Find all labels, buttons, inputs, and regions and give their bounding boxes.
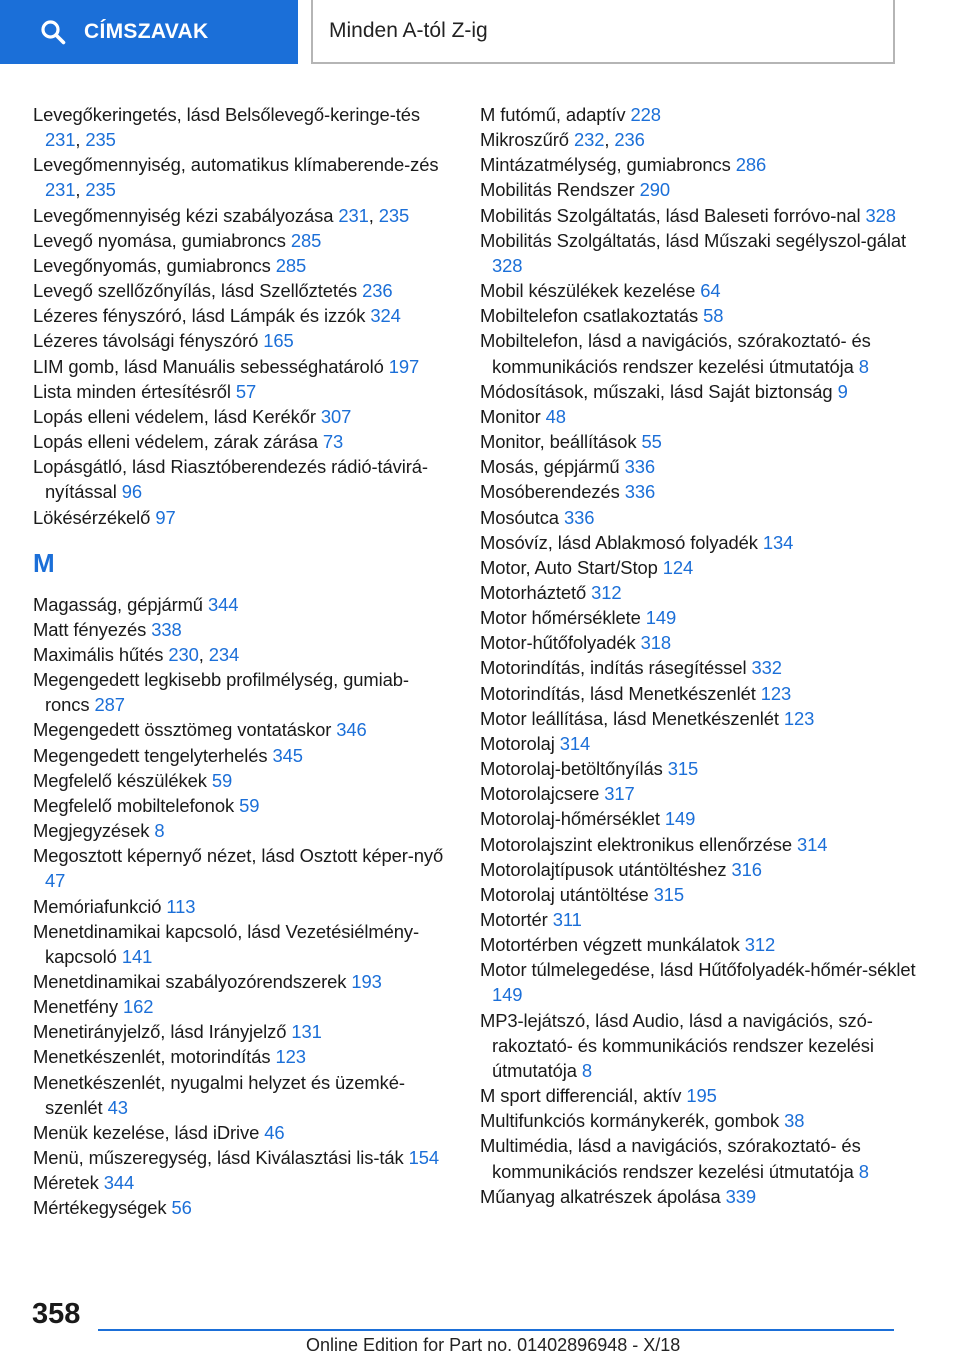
index-entry-text: Motor-hűtőfolyadék — [480, 632, 636, 654]
page-link[interactable]: 58 — [703, 305, 724, 327]
index-entry — [33, 1120, 453, 1145]
page-link[interactable]: 162 — [123, 996, 154, 1018]
page-link[interactable]: 336 — [624, 481, 656, 503]
page-link[interactable]: 236 — [614, 129, 645, 151]
index-entry-text: Levegőnyomás, gumiabroncs — [33, 254, 271, 276]
index-entry-text: Menü, műszeregység, lásd Kiválasztási lis-ták — [33, 1147, 404, 1169]
page-link[interactable]: 149 — [664, 808, 696, 830]
page-link[interactable]: 315 — [653, 883, 685, 905]
index-entry-text: Levegőmennyiség, automatikus klímaberende-zés — [33, 154, 439, 176]
index-entry-text: Megengedett össztömeg vontatáskor — [33, 719, 332, 741]
page-link[interactable]: 230 — [168, 643, 199, 665]
index-entry — [33, 592, 453, 617]
tab-keywords-label: CÍMSZAVAK — [84, 20, 209, 43]
index-entry-text: MP3-lejátszó, lásd Audio, lásd a navigációs, szó-rakoztató- és kommunikációs rendszer kezelési útmutatója — [480, 1009, 874, 1081]
page-link[interactable]: 96 — [121, 481, 142, 503]
index-entry-text: Motorháztető — [480, 581, 587, 603]
page-link[interactable]: 235 — [85, 179, 116, 201]
index-entry — [33, 994, 453, 1019]
index-entry-text: Mikroszűrő — [480, 129, 569, 151]
index-entry-text: Menetdinamikai szabályozórendszerek — [33, 971, 347, 992]
index-entry-text: Lézeres fényszóró, lásd Lámpák és izzók — [33, 305, 366, 327]
index-entry — [33, 743, 453, 768]
page-number: 358 — [32, 1298, 81, 1330]
index-entry — [33, 253, 453, 278]
footer-divider — [98, 1329, 894, 1331]
index-entry-text: Levegő szellőzőnyílás, lásd Szellőztetés — [33, 280, 358, 302]
index-entry — [480, 1083, 920, 1108]
index-entry — [480, 681, 920, 706]
section-letter: M — [33, 547, 55, 578]
index-entry-text: Matt fényezés — [33, 618, 147, 640]
index-entry — [480, 706, 920, 731]
index-entry — [480, 806, 920, 831]
page-link[interactable]: 9 — [837, 380, 848, 402]
page-link[interactable]: 113 — [166, 895, 196, 917]
index-entry — [33, 404, 453, 429]
index-entry-text: Motorindítás, indítás rásegítéssel — [480, 657, 747, 679]
index-entry-text: Levegőmennyiség kézi szabályozása — [33, 204, 334, 226]
page-link[interactable]: 336 — [563, 506, 595, 528]
page-link[interactable]: 344 — [207, 593, 239, 615]
index-entry-text: Motor leállítása, lásd Menetkészenlét — [480, 707, 779, 729]
index-entry — [480, 203, 920, 228]
page-link[interactable]: 124 — [662, 556, 694, 578]
index-entry — [480, 530, 920, 555]
page-link[interactable]: 197 — [388, 355, 420, 377]
index-entry-text: Megengedett legkisebb profilmélység, gumiab-roncs — [33, 669, 409, 716]
page-link[interactable]: 193 — [351, 971, 382, 992]
index-entry — [33, 1170, 453, 1195]
index-entry-text: Mobiltelefon, lásd a navigációs, szórakoztató- és kommunikációs rendszer kezelési útmutatója — [480, 330, 871, 377]
index-entry — [480, 756, 920, 781]
index-entry-text: Menetirányjelző, lásd Irányjelző — [33, 1021, 287, 1043]
page-link[interactable]: 285 — [290, 229, 322, 251]
page-link[interactable]: 311 — [552, 909, 582, 930]
index-entry-text: Motorolajszint elektronikus ellenőrzése — [480, 833, 792, 855]
index-entry — [480, 278, 920, 303]
index-entry — [33, 793, 453, 818]
page-link[interactable]: 328 — [865, 204, 896, 226]
index-entry — [480, 328, 920, 378]
page-link[interactable]: 231 — [45, 129, 76, 151]
index-entry-text: Mobilitás Szolgáltatás, lásd Baleseti forróvo-nal — [480, 204, 861, 226]
page-link[interactable]: 316 — [731, 858, 762, 880]
index-entry — [33, 278, 453, 303]
index-entry — [480, 781, 920, 806]
page-link[interactable]: 73 — [322, 431, 344, 453]
page-link[interactable]: 346 — [336, 719, 367, 741]
page-link[interactable]: 290 — [639, 179, 670, 201]
index-entry — [33, 354, 453, 379]
index-entry-text: Megosztott képernyő nézet, lásd Osztott képer-nyő — [33, 845, 444, 867]
page-link[interactable]: 317 — [604, 783, 635, 805]
index-entry-text: Mobil készülékek kezelése — [480, 280, 696, 302]
index-entry-text: Menetkészenlét, motorindítás — [33, 1046, 271, 1068]
index-list-l — [33, 102, 453, 530]
page-link[interactable]: 48 — [545, 405, 566, 427]
page-link[interactable]: 195 — [686, 1085, 717, 1107]
page-link[interactable]: 59 — [239, 794, 260, 816]
index-entry-text: Monitor — [480, 405, 541, 427]
index-entry-text: LIM gomb, lásd Manuális sebességhatároló — [33, 355, 384, 377]
index-entry-text: Motorolaj — [480, 732, 555, 754]
index-entry — [33, 429, 453, 454]
index-entry — [480, 907, 920, 932]
index-entry — [480, 555, 920, 580]
page-link[interactable]: 8 — [154, 820, 165, 842]
index-entry-text: Motorolajcsere — [480, 783, 600, 805]
tab-a-to-z-label: Minden A-tól Z-ig — [329, 19, 488, 42]
index-entry-text: Motorolaj-betöltőnyílás — [480, 758, 663, 780]
index-entry-text: Levegő nyomása, gumiabroncs — [33, 229, 286, 251]
page-link[interactable]: 318 — [640, 632, 672, 654]
index-entry — [33, 969, 453, 994]
index-entry — [480, 429, 920, 454]
index-entry: Levegőkeringetés, lásd Belsőlevegő-keringe-tés 231, 235 — [33, 104, 420, 151]
page-link[interactable]: 228 — [630, 104, 661, 125]
page-link[interactable]: 231 — [45, 179, 76, 201]
page-link[interactable]: 324 — [370, 305, 401, 327]
index-entry-text: Motor hőmérséklete — [480, 607, 641, 629]
index-entry-text: Motortérben végzett munkálatok — [480, 934, 740, 956]
index-entry-text: Monitor, beállítások — [480, 431, 637, 453]
index-entry-text: Lista minden értesítésről — [33, 380, 231, 402]
index-entry — [33, 1044, 453, 1069]
index-entry — [480, 1108, 920, 1133]
index-entry — [480, 479, 920, 504]
page-link[interactable]: 314 — [796, 833, 828, 855]
page-link[interactable]: 46 — [264, 1121, 285, 1143]
index-entry — [480, 580, 920, 605]
index-entry-text: Menetkészenlét, nyugalmi helyzet és üzemké-szenlét — [33, 1071, 405, 1118]
index-entry — [480, 630, 920, 655]
page-link[interactable]: 97 — [155, 506, 176, 528]
page-link[interactable]: 64 — [700, 280, 721, 302]
index-entry-text: Mintázatmélység, gumiabroncs — [480, 154, 731, 176]
index-entry — [33, 1145, 453, 1170]
index-entry — [33, 303, 453, 328]
page-link[interactable]: 8 — [858, 1160, 869, 1182]
page-link[interactable]: 312 — [591, 581, 622, 603]
tab-a-to-z[interactable] — [311, 0, 895, 64]
page-link[interactable]: 57 — [235, 380, 257, 402]
index-entry-text: Mosóutca — [480, 506, 559, 528]
page-link[interactable]: 328 — [492, 254, 523, 276]
index-entry — [480, 1133, 920, 1183]
index-entry — [480, 1008, 920, 1083]
page-link[interactable]: 154 — [408, 1147, 440, 1169]
index-column-right — [480, 102, 920, 1209]
page-link[interactable]: 8 — [581, 1059, 593, 1081]
index-entry: Maximális hűtés 230, 234 — [33, 643, 240, 665]
index-entry-text: Levegőkeringetés, lásd Belsőlevegő-keringe-tés — [33, 104, 420, 125]
index-entry-text: Lézeres távolsági fényszóró — [33, 330, 259, 352]
page-link[interactable]: 286 — [735, 154, 767, 176]
page-link[interactable]: 55 — [641, 431, 662, 453]
index-entry-text: Maximális hűtés — [33, 643, 164, 665]
index-entry-text: Megfelelő készülékek — [33, 769, 207, 791]
index-entry-text: Motorolaj-hőmérséklet — [480, 808, 660, 830]
page-link[interactable]: 149 — [492, 984, 523, 1006]
index-entry-text: Lopásgátló, lásd Riasztóberendezés rádió-távirá-nyítással — [33, 456, 428, 503]
index-entry-text: Motor túlmelegedése, lásd Hűtőfolyadék-hőmér-séklet — [480, 959, 916, 981]
page-link[interactable]: 38 — [784, 1110, 805, 1132]
index-entry-text: M sport differenciál, aktív — [480, 1085, 682, 1107]
page-link[interactable]: 336 — [624, 456, 655, 478]
index-entry — [33, 379, 453, 404]
index-entry-text: Mosás, gépjármű — [480, 456, 620, 478]
index-entry — [480, 505, 920, 530]
index-column-left — [33, 102, 453, 1221]
index-entry — [33, 505, 453, 530]
index-entry — [480, 731, 920, 756]
index-entry — [33, 667, 453, 717]
index-entry — [480, 454, 920, 479]
index-entry-text: Magasság, gépjármű — [33, 593, 203, 615]
page-link[interactable]: 56 — [171, 1197, 192, 1219]
page-link[interactable]: 312 — [744, 934, 776, 956]
index-list-m-left — [33, 592, 453, 1221]
index-entry-text: Mosóvíz, lásd Ablakmosó folyadék — [480, 531, 758, 553]
index-entry — [480, 857, 920, 882]
page-link[interactable]: 307 — [320, 405, 352, 427]
index-entry — [480, 932, 920, 957]
page-link[interactable]: 123 — [275, 1046, 306, 1068]
index-entry-text: Mosóberendezés — [480, 481, 620, 503]
index-entry — [480, 655, 920, 680]
page-link[interactable]: 236 — [362, 280, 393, 302]
index-entry — [33, 1195, 453, 1220]
index-entry: Mikroszűrő 232, 236 — [480, 129, 645, 151]
index-entry — [33, 454, 453, 504]
index-entry-text: Menetdinamikai kapcsoló, lásd Vezetésiélmény-kapcsoló — [33, 920, 419, 967]
index-entry — [480, 404, 920, 429]
index-entry — [33, 894, 453, 919]
search-icon — [40, 19, 66, 45]
index-entry-text: Méretek — [33, 1172, 99, 1194]
page-link[interactable]: 332 — [751, 657, 782, 679]
page-link[interactable]: 149 — [645, 607, 677, 629]
page-link[interactable]: 345 — [272, 744, 303, 766]
index-entry-text: Motortér — [480, 909, 548, 930]
index-list-m-right — [480, 102, 920, 1209]
index-entry — [33, 1070, 453, 1120]
index-entry-text: Megjegyzések — [33, 820, 150, 842]
page-link[interactable]: 315 — [667, 758, 699, 780]
index-entry-text: Mobiltelefon csatlakoztatás — [480, 305, 699, 327]
index-entry — [33, 328, 453, 353]
index-entry — [480, 303, 920, 328]
index-entry-text: Megfelelő mobiltelefonok — [33, 794, 235, 816]
page-link[interactable]: 287 — [94, 694, 125, 716]
index-entry-text: Lopás elleni védelem, lásd Kerékőr — [33, 405, 316, 427]
index-entry-text: Multimédia, lásd a navigációs, szórakoztató- és kommunikációs rendszer kezelési útmutatója — [480, 1135, 861, 1182]
page-link[interactable]: 165 — [263, 330, 294, 352]
index-entry-text: Mobilitás Szolgáltatás, lásd Műszaki segélyszol-gálat — [480, 229, 907, 251]
index-entry — [33, 617, 453, 642]
index-entry — [33, 1019, 453, 1044]
index-entry — [33, 843, 453, 893]
index-entry — [480, 228, 920, 278]
index-entry-text: Menetfény — [33, 996, 118, 1018]
page-link[interactable]: 123 — [783, 707, 815, 729]
index-entry — [480, 882, 920, 907]
index-entry — [480, 102, 920, 127]
page-link[interactable]: 123 — [760, 682, 792, 704]
page-link[interactable]: 285 — [275, 254, 307, 276]
page-link[interactable]: 43 — [107, 1096, 128, 1118]
index-entry — [480, 957, 920, 1007]
index-entry-text: Menük kezelése, lásd iDrive — [33, 1121, 260, 1143]
index-entry-text: Mobilitás Rendszer — [480, 179, 635, 201]
index-entry — [33, 919, 453, 969]
page-link[interactable]: 314 — [559, 732, 591, 754]
index-entry-text: Motor, Auto Start/Stop — [480, 556, 658, 578]
footer-edition: Online Edition for Part no. 01402896948 - X/18 — [306, 1335, 681, 1355]
index-entry-text: Motorolajtípusok utántöltéshez — [480, 858, 727, 880]
index-entry-text: M futómű, adaptív — [480, 104, 626, 125]
index-entry-text: Multifunkciós kormánykerék, gombok — [480, 1110, 780, 1132]
page-link[interactable]: 339 — [725, 1185, 757, 1207]
index-entry: Levegőmennyiség kézi szabályozása 231, 235 — [33, 204, 410, 226]
index-entry — [33, 818, 453, 843]
index-entry — [33, 717, 453, 742]
page-link[interactable]: 338 — [151, 618, 182, 640]
index-entry: Levegőmennyiség, automatikus klímaberende-zés 231, 235 — [33, 154, 439, 201]
index-entry-text: Módosítások, műszaki, lásd Saját biztonság — [480, 380, 833, 402]
page-link[interactable]: 59 — [211, 769, 233, 791]
index-entry-text: Lökésérzékelő — [33, 506, 151, 528]
index-entry-text: Megengedett tengelyterhelés — [33, 744, 268, 766]
page-link[interactable]: 47 — [45, 870, 66, 892]
index-entry-text: Műanyag alkatrészek ápolása — [480, 1185, 721, 1207]
index-entry-text: Motorolaj utántöltése — [480, 883, 649, 905]
index-entry — [480, 1184, 920, 1209]
page-link[interactable]: 234 — [208, 643, 240, 665]
tab-keywords[interactable] — [0, 0, 298, 64]
page-link[interactable]: 344 — [103, 1172, 135, 1194]
index-entry-text: Lopás elleni védelem, zárak zárása — [33, 431, 318, 453]
page-link[interactable]: 134 — [762, 531, 794, 553]
index-entry — [33, 768, 453, 793]
index-entry — [480, 177, 920, 202]
page-link[interactable]: 141 — [121, 945, 153, 967]
index-entry-text: Mértékegységek — [33, 1197, 167, 1219]
index-entry — [33, 228, 453, 253]
page-link[interactable]: 232 — [573, 129, 605, 151]
page-link[interactable]: 235 — [85, 129, 116, 151]
page-link[interactable]: 235 — [378, 204, 410, 226]
page-link[interactable]: 231 — [338, 204, 369, 226]
page-link[interactable]: 8 — [858, 355, 869, 377]
page-link[interactable]: 131 — [291, 1021, 322, 1043]
index-entry — [480, 152, 920, 177]
index-entry-text: Memóriafunkció — [33, 895, 162, 917]
index-entry — [480, 605, 920, 630]
index-entry-text: Motorindítás, lásd Menetkészenlét — [480, 682, 756, 704]
index-entry — [480, 832, 920, 857]
index-entry — [480, 379, 920, 404]
